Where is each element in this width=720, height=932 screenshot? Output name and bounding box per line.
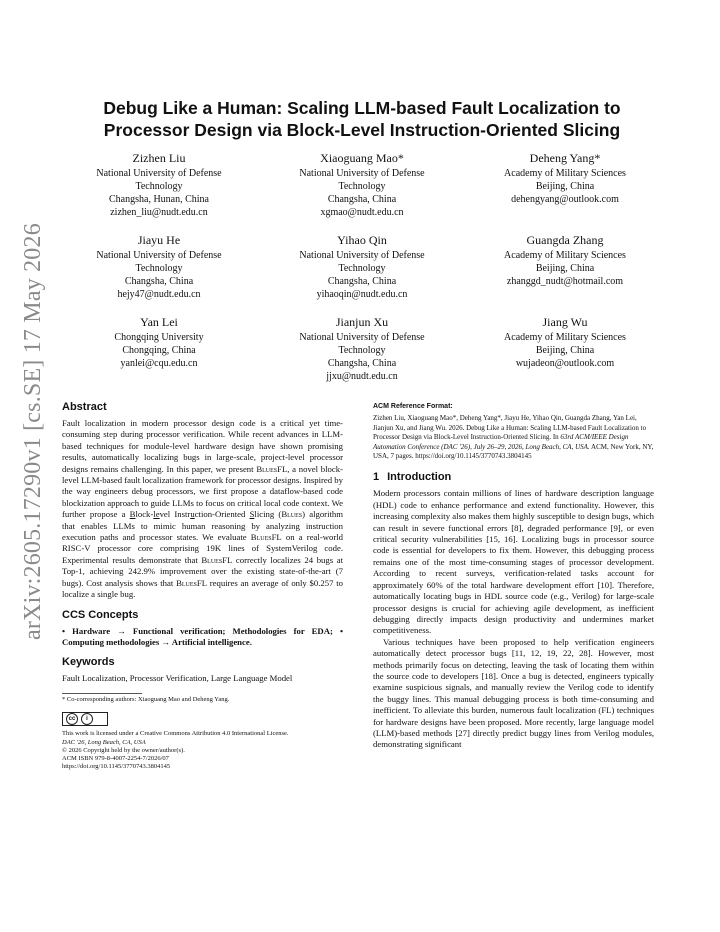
author — [62, 151, 256, 219]
isbn-line: ACM ISBN 979-8-4007-2254-7/2026/07 — [62, 755, 169, 763]
conference-line: DAC '26, Long Beach, CA, USA — [62, 738, 146, 746]
author-affiliation: Academy of Military Sciences — [504, 168, 626, 179]
author-name: Xiaoguang Mao* — [320, 151, 404, 165]
author-email: zizhen_liu@nudt.edu.cn — [110, 207, 208, 218]
keywords-section — [62, 656, 343, 684]
author-name: Yihao Qin — [337, 233, 387, 247]
author-name: Zizhen Liu — [132, 151, 186, 165]
author — [468, 233, 662, 301]
author-location: Changsha, China — [327, 194, 397, 205]
author — [265, 233, 459, 301]
author-row — [62, 151, 662, 219]
author-affiliation: Chongqing University — [114, 332, 204, 343]
keywords-text: Fault Localization, Processor Verification, Large Language Model — [62, 673, 293, 684]
author — [265, 315, 459, 383]
author-location: Chongqing, China — [122, 345, 196, 356]
author — [62, 315, 256, 383]
corresponding-footnote: * Co-corresponding authors: Xiaoguang Mao and Deheng Yang. — [62, 695, 230, 703]
author — [62, 233, 256, 301]
cc-by-license-icon — [62, 712, 108, 726]
author-affiliation: Technology — [338, 181, 386, 192]
arxiv-watermark: arXiv:2605.17290v1 [cs.SE] 17 May 2026 — [20, 223, 46, 640]
left-column — [62, 401, 343, 772]
author-name: Jianjun Xu — [335, 315, 389, 329]
license-text: This work is licensed under a Creative Commons Attribution 4.0 International License. — [62, 730, 289, 738]
license-block — [62, 730, 343, 771]
author-location: Beijing, China — [535, 345, 595, 356]
author-affiliation: National University of Defense — [96, 250, 222, 261]
author-affiliation: Technology — [135, 263, 183, 274]
author-location: Changsha, China — [327, 358, 397, 369]
author-name: Jiayu He — [137, 233, 181, 247]
introduction-heading: 1 Introduction — [373, 471, 452, 484]
author-affiliation: Technology — [135, 181, 183, 192]
author-name: Jiang Wu — [542, 315, 588, 329]
author-email: yanlei@cqu.edu.cn — [120, 358, 198, 369]
intro-paragraph: Modern processors contain millions of lines of hardware description language (HDL) code to enhance performance and extend functionality. However, this increasing complexity also makes them highly susceptible to design bugs, which can result in severe functional errors [8], degraded performance [9], or even critical security vulnerabilities [15, 16]. Localizing bugs in processor source code is essential for developers to fix them. However, this debugging process remains one of the most time-consuming stages of processor development. According to recent surveys, verification-related tasks account for approximately 60% of the total hardware development effort [10]. Therefore, automatically locating bugs in HDL source code (e.g., Verilog) for large-scale processor designs is crucial for achieving agile development, as inefficient debugging directly impacts design productivity and undermines market competitiveness. — [373, 488, 654, 636]
author-email: hejy47@nudt.edu.cn — [117, 289, 201, 300]
cc-icon: cc — [66, 713, 78, 725]
acm-reference-heading: ACM Reference Format: — [373, 403, 453, 410]
ccs-heading: CCS Concepts — [62, 608, 139, 621]
author-location: Changsha, Hunan, China — [109, 194, 209, 205]
author-email: wujadeon@outlook.com — [515, 358, 615, 369]
author-row — [62, 315, 662, 383]
author — [265, 151, 459, 219]
by-icon: i — [81, 713, 93, 725]
acm-reference-text: Zizhen Liu, Xiaoguang Mao*, Deheng Yang*, Jiayu He, Yihao Qin, Guangda Zhang, Yan Lei, Jianjun Xu, and Jiang Wu. 2026. Debug Like a Human: Scaling LLM-based Fault Localization to Processor Design via Block-Level Instruction-Oriented Slicing. In 63rd ACM/IEEE Design Automation Conference (DAC '26), July 26–29, 2026, Long Beach, CA, USA. ACM, New York, NY, USA, 7 pages. https://doi.org/10.1145/3770743.3804145 — [373, 414, 654, 461]
intro-paragraph: Various techniques have been proposed to help verification engineers automatically detect processor bugs [11, 12, 19, 22, 28]. However, most methods primarily focus on detecting, leaving the task of locating them within the source code to developers [18]. Once a bug is detected, engineers typically examine suspicious signals, and manually review the Verilog code to identify the buggy lines. This manual debugging process is both time-consuming and inefficient. To alleviate this burden, numerous fault localization (FL) techniques for hardware designs have been proposed. More recently, large language model (LLM)-based methods [27] directly predict buggy lines from Verilog modules, demonstrating significant — [373, 636, 654, 750]
author-affiliation: Academy of Military Sciences — [504, 250, 626, 261]
abstract-section — [62, 401, 343, 601]
acm-reference — [373, 401, 654, 461]
author-affiliation: Technology — [338, 263, 386, 274]
author-affiliation: Technology — [338, 345, 386, 356]
author-location: Beijing, China — [535, 181, 595, 192]
author — [468, 315, 662, 383]
author-location: Beijing, China — [535, 263, 595, 274]
author-email: dehengyang@outlook.com — [511, 194, 619, 205]
ccs-text: • Hardware → Functional verification; Methodologies for EDA; • Computing methodologies → Artificial intelligence. — [62, 625, 343, 647]
keywords-heading: Keywords — [62, 656, 115, 669]
author-name: Deheng Yang* — [529, 151, 601, 165]
author-email: zhanggd_nudt@hotmail.com — [506, 276, 624, 287]
author-name: Guangda Zhang — [526, 233, 604, 247]
author-affiliation: Academy of Military Sciences — [504, 332, 626, 343]
author-block — [62, 151, 662, 397]
right-column — [373, 401, 654, 751]
author-affiliation: National University of Defense — [299, 250, 425, 261]
abstract-heading: Abstract — [62, 401, 107, 413]
author-affiliation: National University of Defense — [299, 168, 425, 179]
author-name: Yan Lei — [140, 315, 178, 329]
abstract-text: Fault localization in modern processor design code is a critical yet time-consuming step during processor verification. While recent advances in LLM-based techniques for module-level hardware design have shown promising results, automatically localizing bugs in large-scale, project-level processor designs remains challenging. In this paper, we present BluesFL, a novel block-level LLM-based fault localization framework for processor designs. Inspired by the way engineers debug processors, we first propose a dataflow-based code blockization approach to guide LLMs to focus on critical local code context. We further propose a Block-level Instruction-Oriented Slicing (Blues) algorithm that enables LLMs to mimic human reasoning by analyzing instruction execution paths and processor states. We evaluate BluesFL on a real-world RISC-V processor core comprising 19K lines of SystemVerilog code. Experimental results demonstrate that BluesFL correctly localizes 24 bugs at Top-1, achieving 242.9% improvement over the existing state-of-the-art (7 bugs). Cost analysis shows that BluesFL requires an average of only $0.257 to localize a single bug. — [62, 418, 343, 600]
author-email: jjxu@nudt.edu.cn — [326, 371, 398, 382]
author-email: xgmao@nudt.edu.cn — [320, 207, 404, 218]
ccs-section — [62, 609, 343, 649]
author-location: Changsha, China — [124, 276, 194, 287]
introduction-section — [373, 471, 654, 750]
paper-title: Debug Like a Human: Scaling LLM-based Fault Localization to Processor Design via Block-Level Instruction-Oriented Slicing — [103, 98, 621, 140]
footnote-rule — [62, 693, 142, 694]
author-location: Changsha, China — [327, 276, 397, 287]
copyright-line: © 2026 Copyright held by the owner/author(s). — [62, 746, 185, 754]
author — [468, 151, 662, 219]
doi-link[interactable]: https://doi.org/10.1145/3770743.3804145 — [62, 763, 171, 771]
author-row — [62, 233, 662, 301]
author-email: yihaoqin@nudt.edu.cn — [316, 289, 408, 300]
author-affiliation: National University of Defense — [299, 332, 425, 343]
author-affiliation: National University of Defense — [96, 168, 222, 179]
